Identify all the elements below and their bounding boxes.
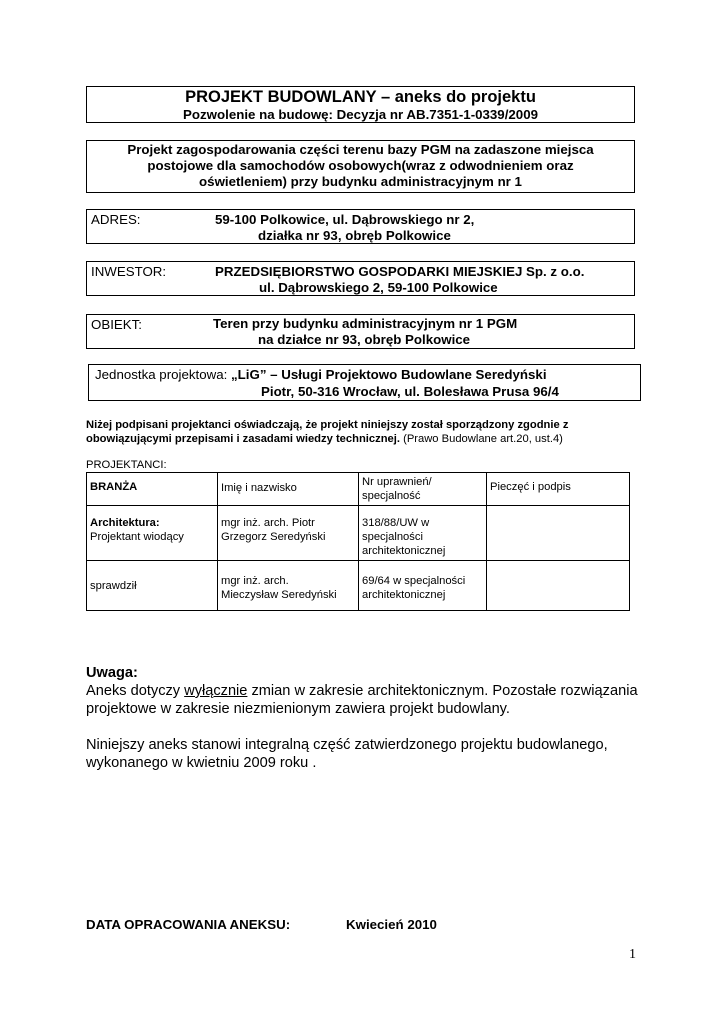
- object-box: [86, 314, 635, 349]
- note-p1-underlined: wyłącznie: [184, 683, 248, 699]
- table-row: [87, 506, 630, 561]
- address-label: ADRES:: [91, 212, 141, 227]
- cell-branch: [87, 561, 218, 611]
- scope-line: oświetleniem) przy budynku administracyjnym nr 1: [199, 174, 522, 189]
- declaration-reference: (Prawo Budowlane art.20, ust.4): [399, 433, 563, 445]
- header-license-line-2: specjalność: [362, 490, 421, 502]
- object-label: OBIEKT:: [91, 317, 142, 332]
- page-number: 1: [629, 947, 636, 962]
- object-line-1: Teren przy budynku administracyjnym nr 1 PGM: [213, 316, 518, 331]
- address-line-1: 59-100 Polkowice, ul. Dąbrowskiego nr 2,: [215, 212, 475, 227]
- document-title: PROJEKT BUDOWLANY – aneks do projektu: [185, 88, 536, 106]
- design-unit-line-1: [95, 366, 547, 383]
- designer-name-line-2: Mieczysław Seredyński: [221, 589, 337, 601]
- date-label: DATA OPRACOWANIA ANEKSU:: [86, 917, 291, 932]
- design-unit-name: „LiG” – Usługi Projektowo Budowlane Seredyński: [231, 367, 547, 382]
- note-p1-start: Aneks dotyczy: [86, 683, 185, 699]
- cell-stamp: [487, 506, 630, 561]
- designer-role: Projektant wiodący: [90, 531, 184, 543]
- license-line-3: architektonicznej: [362, 545, 446, 557]
- branch-name: Architektura:: [90, 517, 160, 529]
- cell-license: [359, 506, 487, 561]
- project-scope-box: [86, 140, 635, 193]
- designers-declaration: [86, 418, 646, 446]
- design-unit-line-2: Piotr, 50-316 Wrocław, ul. Bolesława Prusa 96/4: [261, 384, 559, 399]
- investor-label: INWESTOR:: [91, 264, 167, 279]
- cell-license: [359, 561, 487, 611]
- declaration-bold-text: Niżej podpisani projektanci oświadczają, że projekt niniejszy został sporządzony zgodnie z obowiązującymi przepisami i zasadami wiedzy technicznej.: [86, 419, 569, 445]
- header-license-line-1: Nr uprawnień/: [362, 476, 432, 488]
- note-p1-end: zmian w zakresie architektonicznym. Pozostałe rozwiązania projektowe w zakresie niezmienionym zawiera projekt budowlany.: [86, 683, 638, 717]
- title-box: [86, 86, 635, 123]
- header-license: [359, 473, 487, 506]
- cell-stamp: [487, 561, 630, 611]
- design-unit-box: [88, 364, 641, 401]
- investor-line-2: ul. Dąbrowskiego 2, 59-100 Polkowice: [259, 280, 498, 295]
- object-line-2: na działce nr 93, obręb Polkowice: [258, 332, 471, 347]
- project-scope-text: [87, 142, 634, 190]
- designers-table: [86, 472, 630, 611]
- scope-line: postojowe dla samochodów osobowych(wraz z odwodnieniem oraz: [147, 158, 574, 173]
- license-line-1: 318/88/UW w: [362, 517, 430, 529]
- note-paragraph-1: [86, 682, 646, 718]
- designer-role: sprawdził: [90, 579, 137, 592]
- cell-branch: [87, 506, 218, 561]
- note-section: [86, 664, 646, 772]
- permit-number: Pozwolenie na budowę: Decyzja nr AB.7351-1-0339/2009: [183, 107, 538, 122]
- designer-name-line-1: mgr inż. arch.: [221, 575, 289, 587]
- date-value: Kwiecień 2010: [346, 917, 437, 932]
- note-paragraph-2: Niniejszy aneks stanowi integralną część zatwierdzonego projektu budowlanego, wykonanego w kwietniu 2009 roku .: [86, 737, 608, 771]
- license-line-2: architektonicznej: [362, 589, 446, 601]
- investor-line-1: PRZEDSIĘBIORSTWO GOSPODARKI MIEJSKIEJ Sp. z o.o.: [215, 264, 585, 279]
- license-line-1: 69/64 w specjalności: [362, 575, 466, 587]
- table-row: [87, 561, 630, 611]
- table-header-row: [87, 473, 630, 506]
- designer-name-line-2: Grzegorz Seredyński: [221, 531, 326, 543]
- header-name: Imię i nazwisko: [218, 473, 359, 506]
- designers-label: PROJEKTANCI:: [86, 459, 167, 471]
- header-branch: BRANŻA: [87, 473, 218, 506]
- note-heading: Uwaga:: [86, 665, 138, 681]
- address-line-2: działka nr 93, obręb Polkowice: [258, 228, 451, 243]
- investor-box: [86, 261, 635, 296]
- date-line: [86, 917, 437, 932]
- design-unit-label: Jednostka projektowa:: [95, 367, 232, 382]
- designer-name-line-1: mgr inż. arch. Piotr: [221, 517, 315, 529]
- address-box: [86, 209, 635, 244]
- cell-name: [218, 561, 359, 611]
- cell-name: [218, 506, 359, 561]
- header-stamp: Pieczęć i podpis: [487, 473, 630, 506]
- scope-line: Projekt zagospodarowania części terenu bazy PGM na zadaszone miejsca: [127, 142, 594, 157]
- license-line-2: specjalności: [362, 531, 423, 543]
